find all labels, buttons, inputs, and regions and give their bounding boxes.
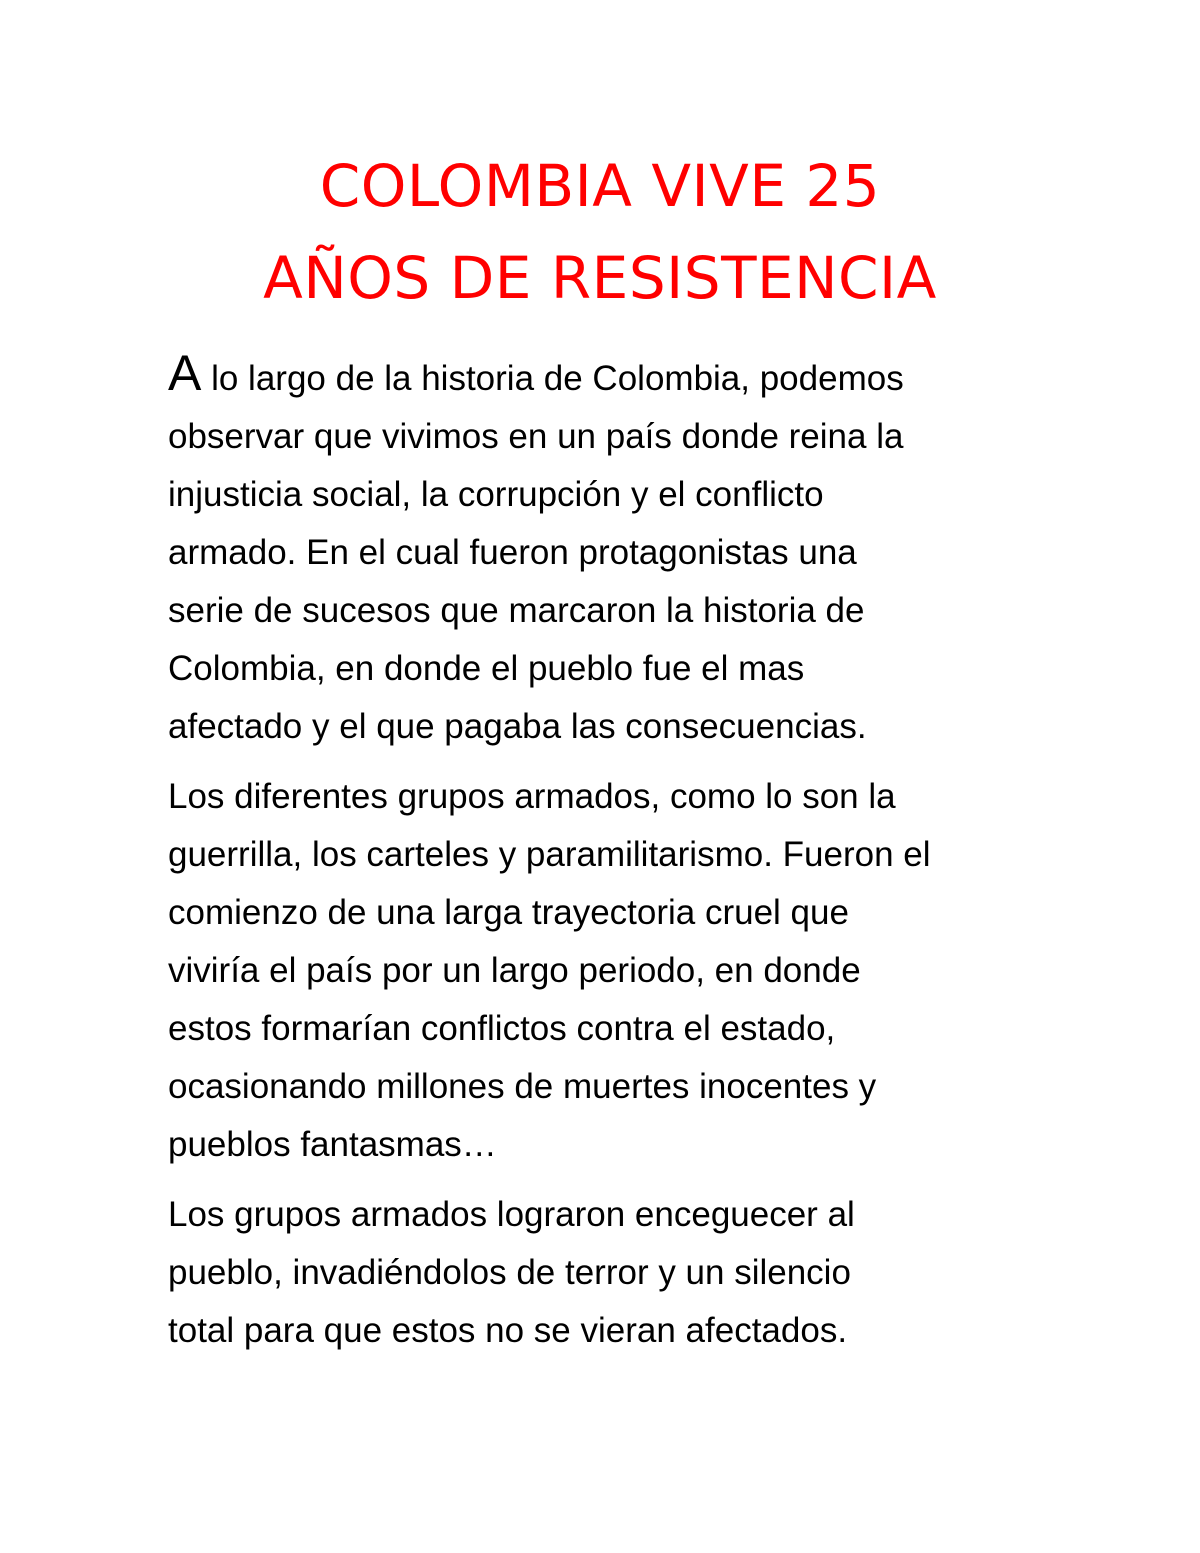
drop-cap: A	[168, 345, 202, 401]
paragraph-line: Los grupos armados lograron enceguecer al	[168, 1195, 855, 1234]
paragraph-line: serie de sucesos que marcaron la historia de	[168, 591, 865, 630]
paragraph-2	[168, 768, 1048, 1174]
title-line-1: COLOMBIA VIVE 25	[319, 152, 881, 220]
paragraph-line: armado. En el cual fueron protagonistas una	[168, 533, 857, 572]
paragraph-line: pueblos fantasmas…	[168, 1125, 497, 1164]
paragraph-line: estos formarían conflictos contra el estado,	[168, 1009, 836, 1048]
paragraph-line: afectado y el que pagaba las consecuencias.	[168, 707, 867, 746]
title-line-2: AÑOS DE RESISTENCIA	[263, 244, 937, 312]
paragraph-line: pueblo, invadiéndolos de terror y un silencio	[168, 1253, 851, 1292]
paragraph-line: injusticia social, la corrupción y el conflicto	[168, 475, 824, 514]
paragraph-1	[168, 345, 1048, 756]
paragraph-line: comienzo de una larga trayectoria cruel que	[168, 893, 849, 932]
document-title	[100, 140, 1100, 324]
document-body	[168, 345, 1048, 1372]
paragraph-line: observar que vivimos en un país donde reina la	[168, 417, 904, 456]
paragraph-line: Los diferentes grupos armados, como lo son la	[168, 777, 896, 816]
paragraph-line: viviría el país por un largo periodo, en donde	[168, 951, 861, 990]
paragraph-line: guerrilla, los carteles y paramilitarismo. Fueron el	[168, 835, 931, 874]
paragraph-line-text: lo largo de la historia de Colombia, podemos	[201, 359, 904, 398]
paragraph-line: total para que estos no se vieran afectados.	[168, 1311, 848, 1350]
paragraph-3	[168, 1186, 1048, 1360]
paragraph-line: Colombia, en donde el pueblo fue el mas	[168, 649, 805, 688]
paragraph-line: ocasionando millones de muertes inocentes y	[168, 1067, 877, 1106]
paragraph-line	[168, 345, 1048, 408]
